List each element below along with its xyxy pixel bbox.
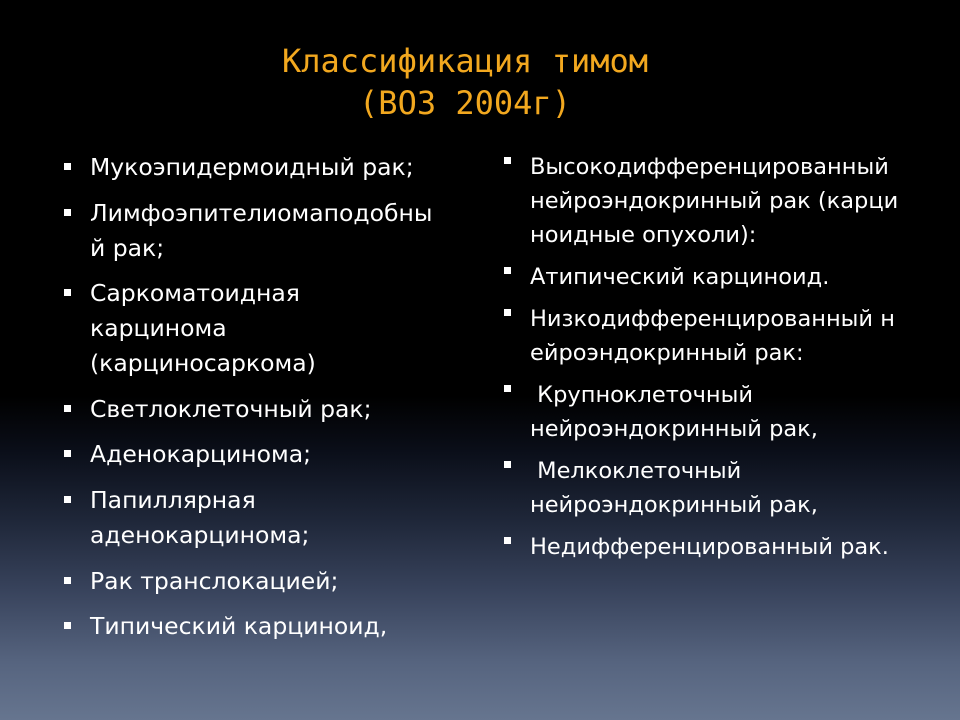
left-item-text: Мукоэпидермоидный рак;	[90, 153, 414, 181]
right-item-text: Высокодифференцированный нейроэндокринный рак (карциноидные опухоли):	[530, 154, 899, 248]
right-list-item	[502, 150, 912, 252]
right-list-item	[502, 530, 912, 564]
square-bullet-icon	[64, 622, 71, 629]
square-bullet-icon	[504, 309, 511, 316]
left-list-item	[62, 564, 462, 599]
right-item-text: Крупноклеточный нейроэндокринный рак,	[530, 382, 818, 442]
left-list-item	[62, 150, 462, 185]
square-bullet-icon	[64, 405, 71, 412]
right-column-list	[502, 150, 912, 572]
left-item-text: Типический карциноид,	[90, 612, 388, 641]
square-bullet-icon	[64, 577, 71, 584]
square-bullet-icon	[64, 496, 71, 503]
left-column-list	[62, 150, 462, 655]
left-item-text: Рак транслокацией;	[90, 566, 339, 595]
right-item-text: Недифференцированный рак.	[530, 534, 889, 560]
left-item-text: Аденокарцинома;	[90, 440, 312, 469]
left-list-item	[62, 609, 462, 644]
left-item-text: Светлоклеточный рак;	[90, 394, 372, 423]
slide-title-line1: Классификация тимом	[281, 42, 649, 80]
square-bullet-icon	[64, 450, 71, 457]
square-bullet-icon	[504, 537, 511, 544]
right-list-item	[502, 454, 912, 522]
right-item-text: Низкодифференцированный нейроэндокринный рак:	[530, 306, 895, 366]
left-item-text: Лимфоэпителиомаподобный рак;	[90, 198, 433, 262]
slide-title	[0, 40, 930, 124]
square-bullet-icon	[64, 209, 71, 216]
square-bullet-icon	[504, 385, 511, 392]
square-bullet-icon	[504, 267, 511, 274]
left-list-item	[62, 196, 462, 266]
left-item-text: Папиллярная аденокарцинома;	[90, 485, 310, 549]
right-list-item	[502, 260, 912, 294]
square-bullet-icon	[504, 157, 511, 164]
right-item-text: Мелкоклеточный нейроэндокринный рак,	[530, 458, 818, 518]
right-list-item	[502, 378, 912, 446]
square-bullet-icon	[504, 461, 511, 468]
left-list-item	[62, 392, 462, 427]
right-list-item	[502, 302, 912, 370]
square-bullet-icon	[64, 289, 71, 296]
square-bullet-icon	[64, 163, 71, 170]
left-list-item	[62, 276, 462, 381]
left-item-text: Саркоматоидная карцинома (карциносаркома)	[90, 279, 316, 378]
slide-title-line2: (ВОЗ 2004г)	[359, 84, 571, 122]
right-item-text: Атипический карциноид.	[530, 264, 830, 290]
left-list-item	[62, 437, 462, 472]
left-list-item	[62, 483, 462, 553]
